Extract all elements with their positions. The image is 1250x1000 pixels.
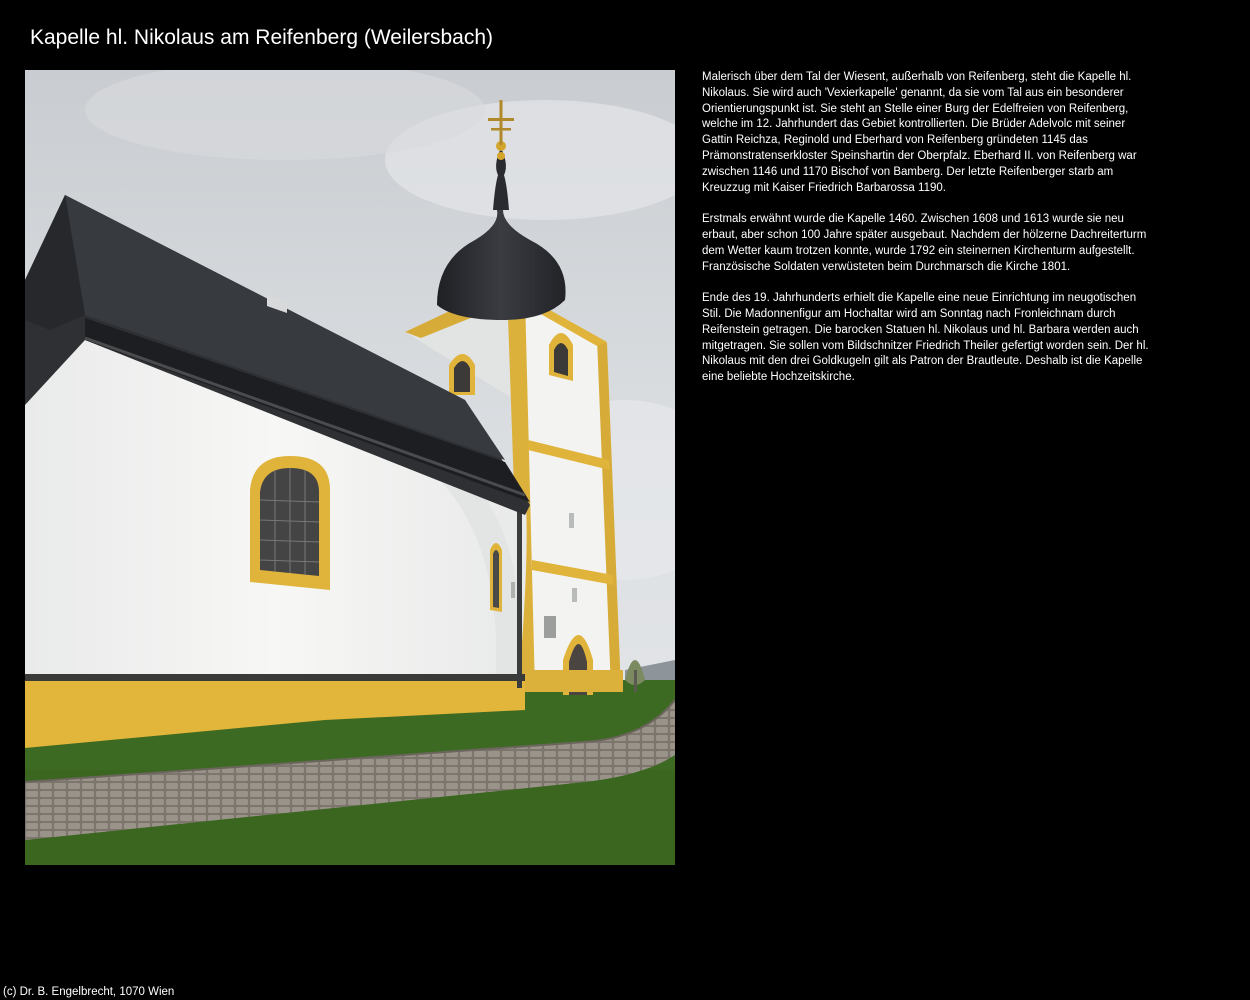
paragraph-interior: Ende des 19. Jahrhunderts erhielt die Kapelle eine neue Einrichtung im neugotischen Stil. Die Madonnenfigur am Hochaltar wird am Sonntag nach Fronleichnam durch Reifenstein getragen. Die barocken Statuen hl. Nikolaus und hl. Barbara werden auch mitgetragen. Sie sollen vom Bildschnitzer Friedrich Theiler gefertigt worden sein. Der hl. Nikolaus mit den drei Goldkugeln gilt als Patron der Brautleute. Deshalb ist die Kapelle eine beliebte Hochzeitskirche. bbox=[702, 292, 1149, 384]
page-title: Kapelle hl. Nikolaus am Reifenberg (Weilersbach) bbox=[30, 26, 493, 49]
paragraph-history: Malerisch über dem Tal der Wiesent, außerhalb von Reifenberg, steht die Kapelle hl. Nikolaus. Sie wird auch 'Vexierkapelle' genannt, da sie vom Tal aus ein besonderer Orientierungspunkt ist. Sie steht an Stelle einer Burg der Edelfreien von Reifenberg, welche im 12. Jahrhundert das Gebiet kontrollierten. Die Brüder Adelvolc mit seiner Gattin Reichza, Reginold und Eberhard von Reifenberg gründeten 1145 das Prämonstratenserkloster Speinshartin der Oberpfalz. Eberhard II. von Reifenberg war zwischen 1146 und 1170 Bischof von Bamberg. Der letzte Reifenberger starb am Kreuzzug mit Kaiser Friedrich Barbarossa 1190. bbox=[702, 71, 1137, 194]
chapel-photo bbox=[25, 70, 675, 865]
copyright-footer: (c) Dr. B. Engelbrecht, 1070 Wien bbox=[3, 986, 175, 998]
description-text bbox=[702, 70, 1157, 402]
paragraph-construction: Erstmals erwähnt wurde die Kapelle 1460. Zwischen 1608 und 1613 wurde sie neu erbaut, aber schon 100 Jahre später ausgebaut. Nachdem der hölzerne Dachreiterturm dem Wetter kaum trotzen konnte, wurde 1792 ein steinernen Kirchenturm aufgestellt. Französische Soldaten verwüsteten beim Durchmarsch die Kirche 1801. bbox=[702, 213, 1147, 273]
